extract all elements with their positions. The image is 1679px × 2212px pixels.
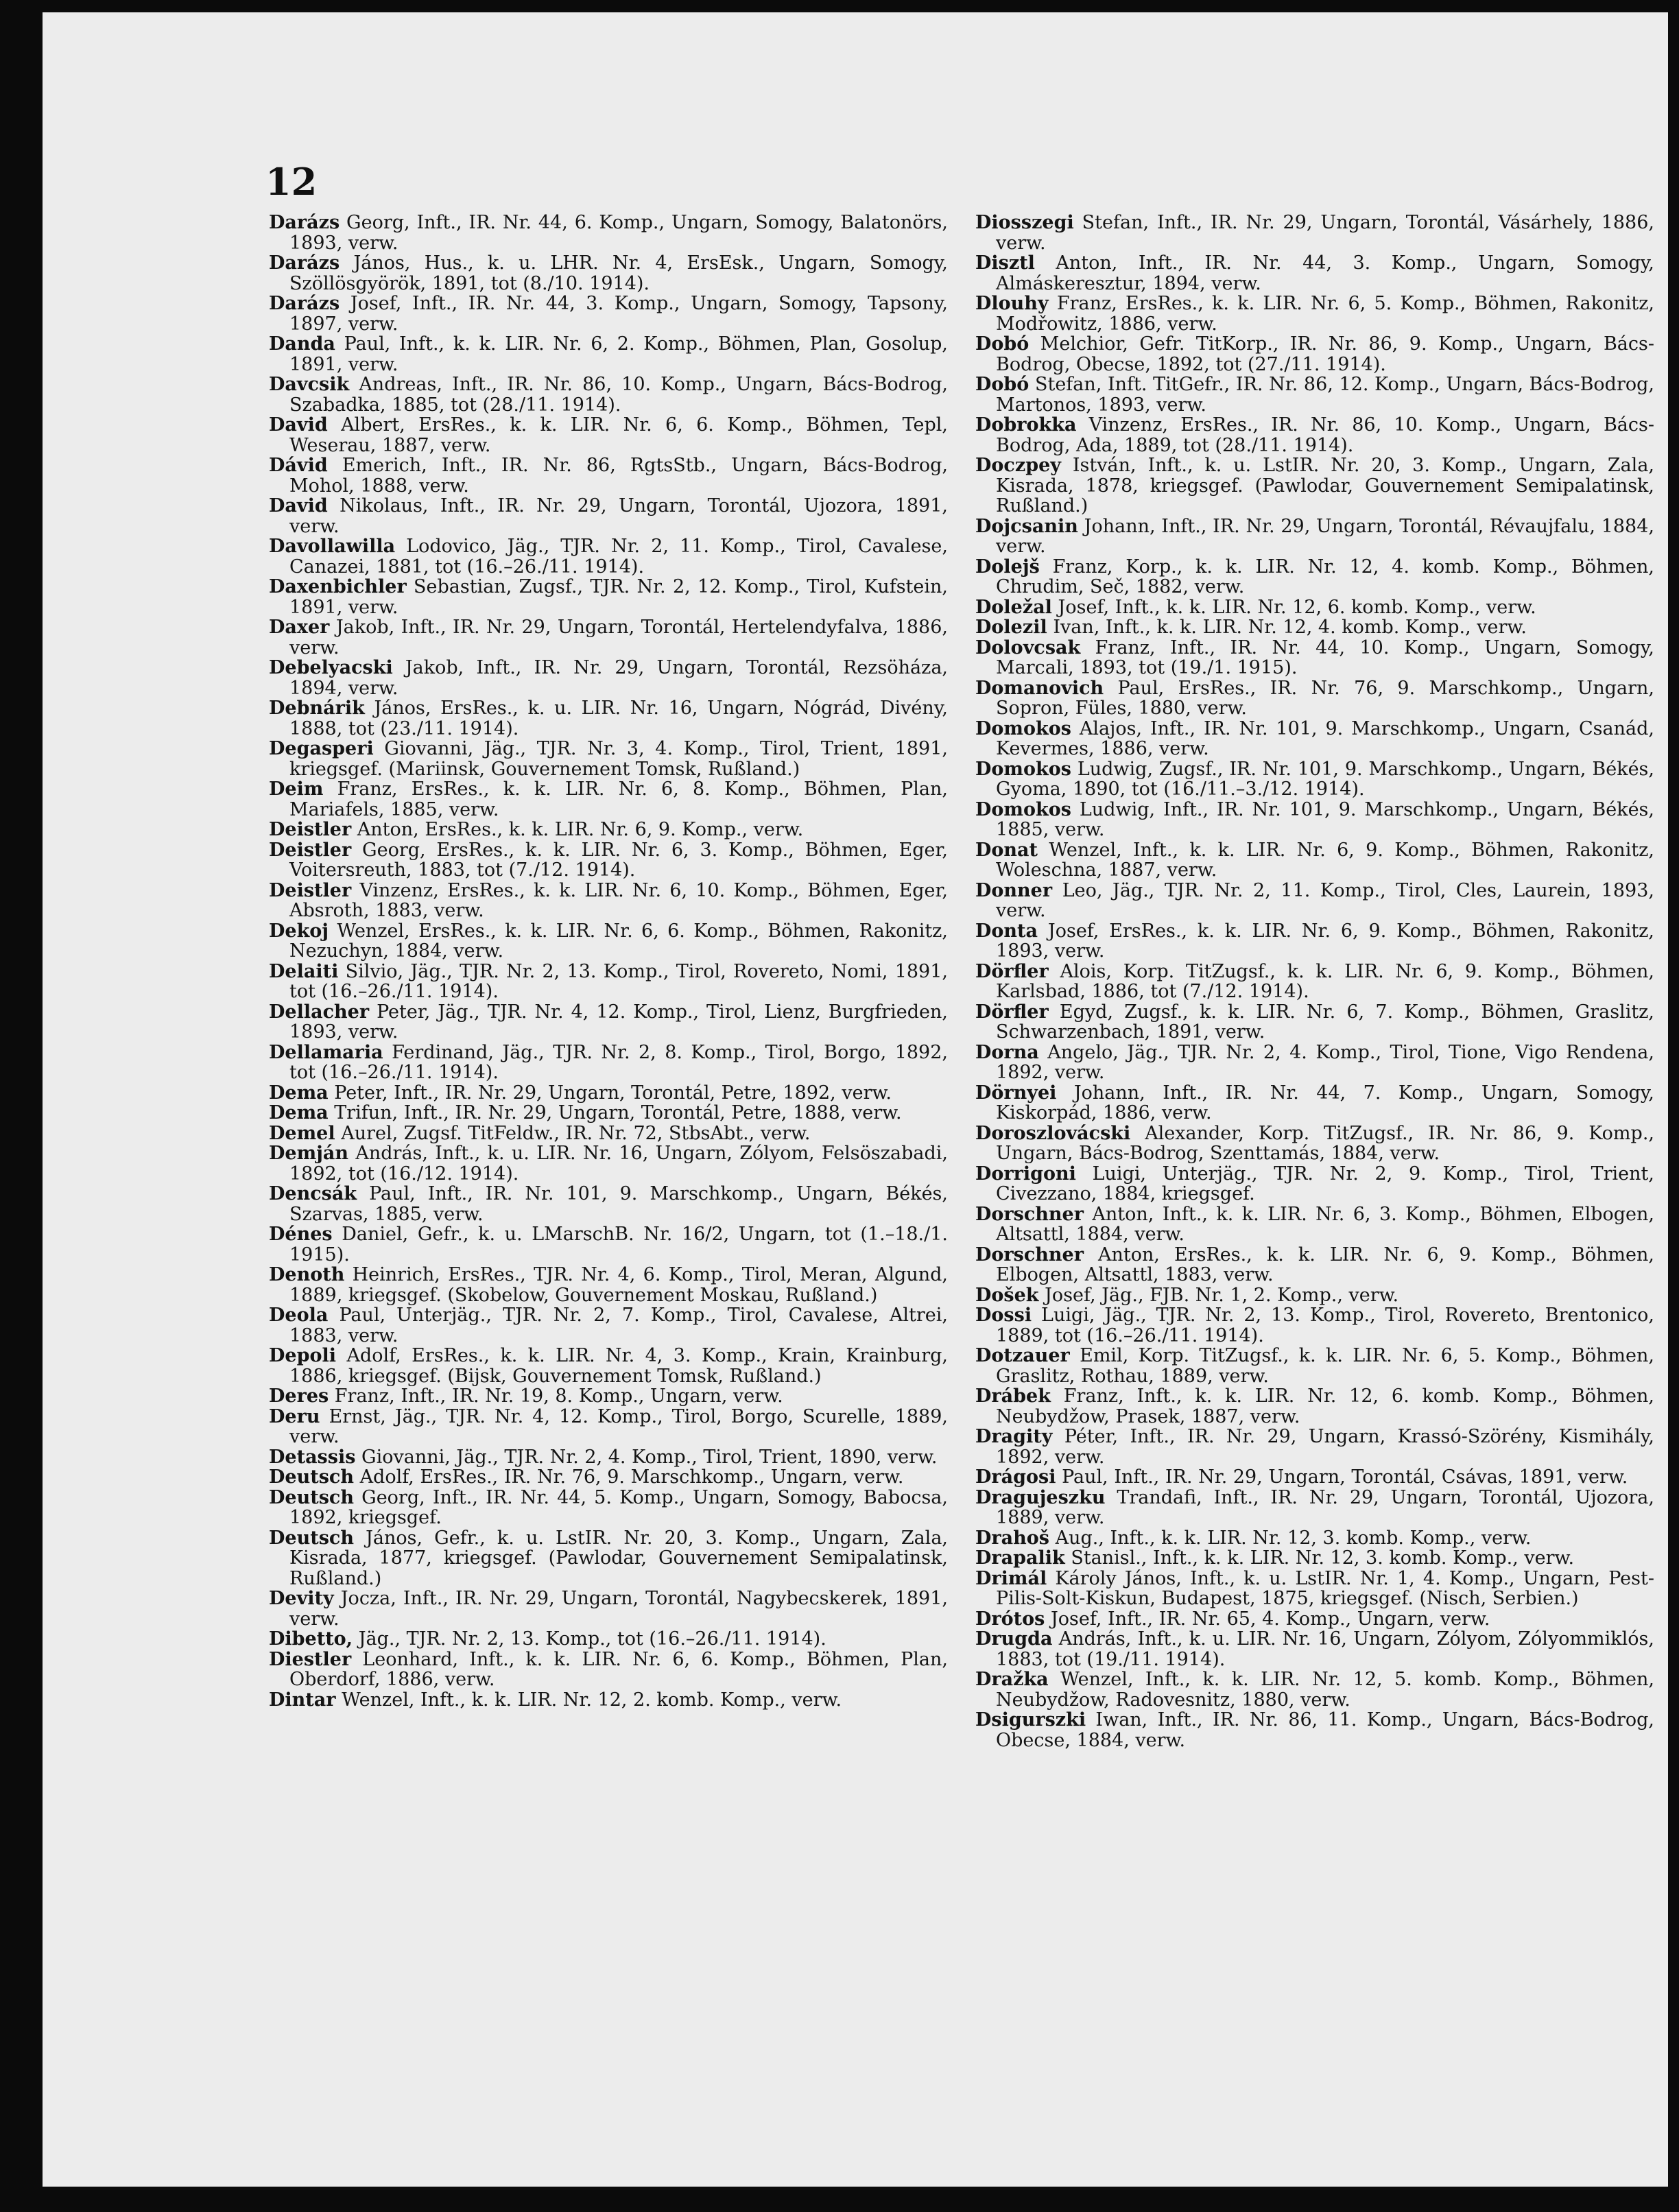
- register-entry: [269, 1103, 948, 1123]
- register-entry: [269, 374, 948, 415]
- register-entry: [975, 253, 1654, 294]
- register-entry: [975, 1245, 1654, 1285]
- entry-details: Vinzenz, ErsRes., IR. Nr. 86, 10. Komp., Ungarn, Bács-Bodrog, Ada, 1889, tot (28./11. 1914).: [996, 414, 1654, 456]
- entry-details: Stanisl., Inft., k. k. LIR. Nr. 12, 3. komb. Komp., verw.: [1071, 1547, 1575, 1569]
- entry-surname: Diestler: [269, 1648, 352, 1670]
- entry-details: Giovanni, Jäg., TJR. Nr. 3, 4. Komp., Tirol, Trient, 1891, kriegsgef. (Mariinsk, Gouvernement Tomsk, Rußland.): [289, 738, 948, 780]
- register-entry: [975, 1528, 1654, 1549]
- entry-details: Ivan, Inft., k. k. LIR. Nr. 12, 4. komb. Komp., verw.: [1053, 617, 1527, 638]
- entry-details: Paul, Inft., IR. Nr. 101, 9. Marschkomp., Ungarn, Békés, Szarvas, 1885, verw.: [289, 1183, 948, 1225]
- entry-details: János, ErsRes., k. u. LIR. Nr. 16, Ungarn, Nógrád, Divény, 1888, tot (23./11. 1914).: [289, 698, 948, 739]
- register-entry: [269, 1002, 948, 1043]
- entry-details: Angelo, Jäg., TJR. Nr. 2, 4. Komp., Tirol, Tione, Vigo Rendena, 1892, verw.: [996, 1041, 1654, 1083]
- entry-surname: Dörfler: [975, 1001, 1049, 1023]
- entry-surname: Deim: [269, 778, 324, 800]
- entry-details: Franz, ErsRes., k. k. LIR. Nr. 6, 5. Komp., Böhmen, Rakonitz, Modřowitz, 1886, verw.: [996, 293, 1654, 335]
- register-entry: [269, 739, 948, 779]
- register-entry: [975, 455, 1654, 516]
- entry-details: Johann, Inft., IR. Nr. 29, Ungarn, Torontál, Révaujfalu, 1884, verw.: [996, 515, 1654, 557]
- register-entry: [269, 1143, 948, 1184]
- entry-details: Georg, Inft., IR. Nr. 44, 6. Komp., Ungarn, Somogy, Balatonörs, 1893, verw.: [289, 212, 948, 254]
- register-entry: [975, 1043, 1654, 1083]
- register-entry: [975, 1488, 1654, 1528]
- entry-details: Ludwig, Zugsf., IR. Nr. 101, 9. Marschkomp., Ungarn, Békés, Gyoma, 1890, tot (16./11.–3./12. 1914).: [996, 758, 1654, 800]
- entry-surname: Detassis: [269, 1446, 356, 1468]
- register-entry: [975, 294, 1654, 334]
- entry-details: Emil, Korp. TitZugsf., k. k. LIR. Nr. 6, 5. Komp., Böhmen, Graslitz, Rothau, 1889, verw.: [996, 1345, 1654, 1387]
- entry-surname: Demján: [269, 1143, 349, 1164]
- entry-surname: Dražka: [975, 1669, 1049, 1690]
- register-entry: [269, 1123, 948, 1144]
- entry-details: Emerich, Inft., IR. Nr. 86, RgtsStb., Ungarn, Bács-Bodrog, Mohol, 1888, verw.: [289, 455, 948, 497]
- register-entry: [975, 1669, 1654, 1710]
- entry-details: Stefan, Inft., IR. Nr. 29, Ungarn, Torontál, Vásárhely, 1886, verw.: [996, 212, 1654, 254]
- entry-surname: Drimál: [975, 1567, 1047, 1589]
- register-entry: [269, 253, 948, 294]
- entry-details: Melchior, Gefr. TitKorp., IR. Nr. 86, 9. Komp., Ungarn, Bács-Bodrog, Obecse, 1892, tot (27./11. 1914).: [996, 333, 1654, 375]
- entry-details: András, Inft., k. u. LIR. Nr. 16, Ungarn, Zólyom, Zólyommiklós, 1883, tot (19./11. 1914).: [996, 1628, 1654, 1670]
- entry-surname: Daxer: [269, 617, 330, 638]
- register-entry: [269, 658, 948, 698]
- entry-surname: Davollawilla: [269, 536, 396, 557]
- register-entry: [975, 840, 1654, 881]
- entry-details: Georg, Inft., IR. Nr. 44, 5. Komp., Ungarn, Somogy, Babocsa, 1892, kriegsgef.: [289, 1486, 948, 1528]
- register-entry: [269, 1467, 948, 1488]
- entry-surname: Dellacher: [269, 1001, 370, 1023]
- register-entry: [975, 1609, 1654, 1630]
- entry-surname: Donta: [975, 920, 1038, 942]
- register-entry: [269, 1589, 948, 1629]
- entry-details: Daniel, Gefr., k. u. LMarschB. Nr. 16/2, Ungarn, tot (1.–18./1. 1915).: [289, 1224, 948, 1265]
- register-entry: [269, 1305, 948, 1346]
- entry-surname: Donat: [975, 839, 1038, 861]
- register-entry: [269, 1224, 948, 1265]
- entry-surname: Denoth: [269, 1264, 345, 1285]
- entry-surname: Dencsák: [269, 1183, 357, 1204]
- entry-details: Stefan, Inft. TitGefr., IR. Nr. 86, 12. Komp., Ungarn, Bács-Bodrog, Martonos, 1893, verw.: [996, 374, 1654, 416]
- entry-surname: Deistler: [269, 839, 352, 861]
- register-entry: [975, 1629, 1654, 1669]
- entry-details: Trifun, Inft., IR. Nr. 29, Ungarn, Torontál, Petre, 1888, verw.: [334, 1102, 902, 1123]
- entry-surname: Dorrigoni: [975, 1163, 1076, 1185]
- register-entry: [269, 881, 948, 921]
- entry-details: Wenzel, Inft., k. k. LIR. Nr. 6, 9. Komp., Böhmen, Rakonitz, Woleschna, 1887, verw.: [996, 839, 1654, 881]
- entry-details: Luigi, Unterjäg., TJR. Nr. 2, 9. Komp., Tirol, Trient, Civezzano, 1884, kriegsgef.: [996, 1163, 1654, 1204]
- register-entry: [269, 779, 948, 820]
- entry-surname: Dellamaria: [269, 1041, 383, 1063]
- register-entry: [269, 455, 948, 496]
- entry-details: Franz, Inft., IR. Nr. 19, 8. Komp., Ungarn, verw.: [334, 1386, 783, 1407]
- register-entry: [975, 638, 1654, 678]
- entry-details: János, Hus., k. u. LHR. Nr. 4, ErsEsk., Ungarn, Somogy, Szöllösgyörök, 1891, tot (8./10. 1914).: [289, 252, 948, 294]
- entry-surname: Deru: [269, 1405, 320, 1427]
- entry-surname: Došek: [975, 1284, 1039, 1306]
- register-entry: [269, 820, 948, 840]
- entry-surname: Dorschner: [975, 1244, 1084, 1265]
- entry-details: Anton, ErsRes., k. k. LIR. Nr. 6, 9. Komp., Böhmen, Elbogen, Altsattl, 1883, verw.: [996, 1244, 1654, 1285]
- register-entry: [269, 213, 948, 253]
- entry-surname: Dorna: [975, 1041, 1039, 1063]
- entry-details: Aurel, Zugsf. TitFeldw., IR. Nr. 72, StbsAbt., verw.: [341, 1122, 811, 1144]
- entry-surname: Deola: [269, 1305, 329, 1326]
- register-entry: [269, 840, 948, 881]
- entry-surname: Dolezil: [975, 617, 1047, 638]
- entry-details: Vinzenz, ErsRes., k. k. LIR. Nr. 6, 10. Komp., Böhmen, Eger, Absroth, 1883, verw.: [289, 879, 948, 921]
- entry-surname: Drapalik: [975, 1547, 1065, 1569]
- register-entry: [269, 496, 948, 536]
- entry-surname: Dobó: [975, 333, 1029, 355]
- entry-surname: Doroszlovácski: [975, 1122, 1131, 1144]
- entry-details: Alois, Korp. TitZugsf., k. k. LIR. Nr. 6, 9. Komp., Böhmen, Karlsbad, 1886, tot (7./12. 1914).: [996, 960, 1654, 1002]
- entry-surname: Devity: [269, 1588, 334, 1609]
- entry-details: Georg, ErsRes., k. k. LIR. Nr. 6, 3. Komp., Böhmen, Eger, Voitersreuth, 1883, tot (7./12. 1914).: [289, 839, 948, 881]
- entry-surname: Dojcsanin: [975, 515, 1078, 537]
- entry-details: Paul, Inft., IR. Nr. 29, Ungarn, Torontál, Csávas, 1891, verw.: [1062, 1466, 1628, 1488]
- register-entry: [975, 1204, 1654, 1245]
- register-entry: [975, 334, 1654, 374]
- entry-surname: Domokos: [975, 717, 1071, 739]
- register-entry: [269, 921, 948, 962]
- entry-details: Iwan, Inft., IR. Nr. 86, 11. Komp., Ungarn, Bács-Bodrog, Obecse, 1884, verw.: [996, 1709, 1654, 1751]
- entry-details: Alexander, Korp. TitZugsf., IR. Nr. 86, 9. Komp., Ungarn, Bács-Bodrog, Szenttamás, 1884, verw.: [996, 1122, 1654, 1164]
- entry-surname: Dossi: [975, 1305, 1032, 1326]
- entry-details: István, Inft., k. u. LstIR. Nr. 20, 3. Komp., Ungarn, Zala, Kisrada, 1878, kriegsgef. (Pawlodar, Gouvernement Semipalatinsk, Rußland.): [996, 455, 1654, 516]
- register-entry: [269, 1265, 948, 1305]
- entry-surname: David: [269, 495, 328, 516]
- right-column: [975, 213, 1654, 1750]
- entry-surname: Donner: [975, 879, 1053, 901]
- register-entry: [975, 213, 1654, 253]
- entry-details: Egyd, Zugsf., k. k. LIR. Nr. 6, 7. Komp., Böhmen, Graslitz, Schwarzenbach, 1891, verw.: [996, 1001, 1654, 1043]
- register-entry: [269, 1184, 948, 1224]
- register-entry: [269, 1629, 948, 1650]
- entry-surname: Diosszegi: [975, 212, 1074, 233]
- entry-details: Peter, Inft., IR. Nr. 29, Ungarn, Torontál, Petre, 1892, verw.: [334, 1082, 892, 1104]
- register-entry: [269, 617, 948, 658]
- register-entry: [269, 1346, 948, 1386]
- entry-surname: Degasperi: [269, 738, 374, 759]
- entry-surname: Dragujeszku: [975, 1486, 1106, 1508]
- entry-details: Alajos, Inft., IR. Nr. 101, 9. Marschkomp., Ungarn, Csanád, Kevermes, 1886, verw.: [996, 717, 1654, 759]
- register-entry: [975, 1427, 1654, 1467]
- register-entry: [975, 759, 1654, 800]
- entry-details: János, Gefr., k. u. LstIR. Nr. 20, 3. Komp., Ungarn, Zala, Kisrada, 1877, kriegsgef. (Pawlodar, Gouvernement Semipalatinsk, Rußland.): [289, 1527, 948, 1589]
- entry-surname: Dsigurszki: [975, 1709, 1086, 1731]
- entry-surname: Domokos: [975, 758, 1071, 780]
- entry-details: Josef, Inft., IR. Nr. 44, 3. Komp., Ungarn, Somogy, Tapsony, 1897, verw.: [289, 293, 948, 335]
- entry-surname: Dolovcsak: [975, 637, 1081, 658]
- entry-surname: Delaiti: [269, 960, 339, 982]
- entry-surname: Dobó: [975, 374, 1029, 395]
- register-entry: [975, 1346, 1654, 1386]
- entry-surname: Deres: [269, 1386, 329, 1407]
- entry-details: Jocza, Inft., IR. Nr. 29, Ungarn, Torontál, Nagybecskerek, 1891, verw.: [289, 1588, 948, 1630]
- entry-details: Leo, Jäg., TJR. Nr. 2, 11. Komp., Tirol, Cles, Laurein, 1893, verw.: [996, 879, 1654, 921]
- register-entry: [975, 1123, 1654, 1164]
- register-entry: [975, 617, 1654, 638]
- entry-surname: Dörfler: [975, 960, 1049, 982]
- entry-details: Giovanni, Jäg., TJR. Nr. 2, 4. Komp., Tirol, Trient, 1890, verw.: [361, 1446, 938, 1468]
- register-entry: [975, 597, 1654, 618]
- entry-details: Sebastian, Zugsf., TJR. Nr. 2, 12. Komp., Tirol, Kufstein, 1891, verw.: [289, 576, 948, 618]
- entry-details: Heinrich, ErsRes., TJR. Nr. 4, 6. Komp., Tirol, Meran, Algund, 1889, kriegsgef. (Skobelow, Gouvernement Moskau, Rußland.): [289, 1264, 948, 1306]
- register-entry: [975, 1548, 1654, 1569]
- entry-surname: Dobrokka: [975, 414, 1077, 436]
- entry-details: Franz, Inft., k. k. LIR. Nr. 12, 6. komb. Komp., Böhmen, Neubydžow, Prasek, 1887, verw.: [996, 1386, 1654, 1427]
- entry-details: Paul, ErsRes., IR. Nr. 76, 9. Marschkomp., Ungarn, Sopron, Füles, 1880, verw.: [996, 677, 1654, 719]
- entry-details: Károly János, Inft., k. u. LstIR. Nr. 1, 4. Komp., Ungarn, Pest-Pilis-Solt-Kiskun, Budapest, 1875, kriegsgef. (Nisch, Serbien.): [996, 1567, 1654, 1609]
- entry-surname: Daxenbichler: [269, 576, 407, 597]
- register-entry: [975, 921, 1654, 962]
- register-entry: [269, 698, 948, 739]
- register-entry: [975, 719, 1654, 759]
- entry-surname: Domokos: [975, 798, 1071, 820]
- register-entry: [269, 1407, 948, 1447]
- entry-details: Andreas, Inft., IR. Nr. 86, 10. Komp., Ungarn, Bács-Bodrog, Szabadka, 1885, tot (28./11. 1914).: [289, 374, 948, 416]
- entry-surname: Darázs: [269, 252, 340, 274]
- entry-surname: Dotzauer: [975, 1345, 1070, 1366]
- register-entry: [269, 294, 948, 334]
- entry-details: Lodovico, Jäg., TJR. Nr. 2, 11. Komp., Tirol, Cavalese, Canazei, 1881, tot (16.–26./11. 1914).: [289, 536, 948, 578]
- register-entry: [975, 881, 1654, 921]
- register-entry: [269, 962, 948, 1002]
- register-entry: [975, 1285, 1654, 1306]
- entry-details: Josef, Jäg., FJB. Nr. 1, 2. Komp., verw.: [1045, 1284, 1399, 1306]
- entry-surname: Doczpey: [975, 455, 1061, 476]
- register-entry: [975, 678, 1654, 719]
- entry-surname: Darázs: [269, 212, 340, 233]
- entry-details: Peter, Jäg., TJR. Nr. 4, 12. Komp., Tirol, Lienz, Burgfrieden, 1893, verw.: [289, 1001, 948, 1043]
- entry-details: Adolf, ErsRes., IR. Nr. 76, 9. Marschkomp., Ungarn, verw.: [359, 1466, 904, 1488]
- entry-details: Wenzel, ErsRes., k. k. LIR. Nr. 6, 6. Komp., Böhmen, Rakonitz, Nezuchyn, 1884, verw.: [289, 920, 948, 962]
- entry-details: Anton, ErsRes., k. k. LIR. Nr. 6, 9. Komp., verw.: [357, 819, 804, 840]
- entry-details: Franz, Inft., IR. Nr. 44, 10. Komp., Ungarn, Somogy, Marcali, 1893, tot (19./1. 1915).: [996, 637, 1654, 678]
- page-number: 12: [265, 160, 318, 204]
- entry-surname: Dénes: [269, 1224, 333, 1245]
- entry-surname: Drótos: [975, 1608, 1045, 1630]
- register-entry: [975, 800, 1654, 840]
- entry-details: Josef, Inft., IR. Nr. 65, 4. Komp., Ungarn, verw.: [1050, 1608, 1490, 1630]
- register-entry: [269, 1650, 948, 1690]
- entry-details: Jakob, Inft., IR. Nr. 29, Ungarn, Torontál, Rezsöháza, 1894, verw.: [289, 657, 948, 699]
- entry-details: Silvio, Jäg., TJR. Nr. 2, 13. Komp., Tirol, Rovereto, Nomi, 1891, tot (16.–26./11. 1914).: [289, 960, 948, 1002]
- entry-details: Anton, Inft., k. k. LIR. Nr. 6, 3. Komp., Böhmen, Elbogen, Altsattl, 1884, verw.: [996, 1203, 1654, 1245]
- entry-surname: David: [269, 414, 328, 436]
- entry-details: Jakob, Inft., IR. Nr. 29, Ungarn, Torontál, Hertelendyfalva, 1886, verw.: [289, 617, 948, 658]
- entry-surname: Dlouhy: [975, 293, 1049, 314]
- register-entry: [975, 1083, 1654, 1123]
- entry-details: Albert, ErsRes., k. k. LIR. Nr. 6, 6. Komp., Böhmen, Tepl, Weserau, 1887, verw.: [289, 414, 948, 456]
- register-entry: [269, 1043, 948, 1083]
- entry-details: Péter, Inft., IR. Nr. 29, Ungarn, Krassó-Szörény, Kismihály, 1892, verw.: [996, 1426, 1654, 1468]
- register-entry: [269, 577, 948, 617]
- left-column: [269, 213, 948, 1710]
- entry-details: Paul, Inft., k. k. LIR. Nr. 6, 2. Komp., Böhmen, Plan, Gosolup, 1891, verw.: [289, 333, 948, 375]
- register-entry: [975, 1002, 1654, 1043]
- register-entry: [269, 1528, 948, 1589]
- entry-surname: Dolejš: [975, 556, 1040, 578]
- register-entry: [975, 1569, 1654, 1609]
- entry-surname: Deutsch: [269, 1466, 354, 1488]
- register-entry: [975, 415, 1654, 455]
- entry-surname: Dörnyei: [975, 1082, 1057, 1104]
- register-entry: [269, 1386, 948, 1407]
- entry-surname: Demel: [269, 1122, 335, 1144]
- document-page: [43, 12, 1668, 2187]
- entry-surname: Deistler: [269, 819, 352, 840]
- register-entry: [269, 415, 948, 455]
- register-entry: [269, 1083, 948, 1104]
- entry-details: Nikolaus, Inft., IR. Nr. 29, Ungarn, Torontál, Ujozora, 1891, verw.: [289, 495, 948, 537]
- entry-surname: Debnárik: [269, 698, 365, 719]
- entry-details: Trandafi, Inft., IR. Nr. 29, Ungarn, Torontál, Ujozora, 1889, verw.: [996, 1486, 1654, 1528]
- entry-details: Franz, Korp., k. k. LIR. Nr. 12, 4. komb. Komp., Böhmen, Chrudim, Seč, 1882, verw.: [996, 556, 1654, 597]
- entry-details: Wenzel, Inft., k. k. LIR. Nr. 12, 5. komb. Komp., Böhmen, Neubydžow, Radovesnitz, 1880, verw.: [996, 1669, 1654, 1711]
- entry-surname: Dorschner: [975, 1203, 1084, 1225]
- entry-details: András, Inft., k. u. LIR. Nr. 16, Ungarn, Zólyom, Felsöszabadi, 1892, tot (16./12. 1914).: [289, 1143, 948, 1185]
- entry-details: Aug., Inft., k. k. LIR. Nr. 12, 3. komb. Komp., verw.: [1055, 1527, 1532, 1549]
- entry-surname: Domanovich: [975, 677, 1104, 699]
- entry-details: Adolf, ErsRes., k. k. LIR. Nr. 4, 3. Komp., Krain, Krainburg, 1886, kriegsgef. (Bijsk, Gouvernement Tomsk, Rußland.): [289, 1345, 949, 1387]
- entry-surname: Dibetto,: [269, 1628, 353, 1650]
- entry-surname: Dekoj: [269, 920, 329, 942]
- entry-surname: Doležal: [975, 596, 1052, 618]
- entry-surname: Davcsik: [269, 374, 350, 395]
- entry-surname: Danda: [269, 333, 335, 355]
- entry-details: Josef, Inft., k. k. LIR. Nr. 12, 6. komb. Komp., verw.: [1058, 596, 1536, 618]
- register-entry: [975, 962, 1654, 1002]
- register-entry: [975, 374, 1654, 415]
- entry-surname: Depoli: [269, 1345, 336, 1366]
- entry-surname: Drugda: [975, 1628, 1053, 1650]
- register-entry: [269, 536, 948, 577]
- entry-details: Wenzel, Inft., k. k. LIR. Nr. 12, 2. komb. Komp., verw.: [342, 1689, 842, 1711]
- entry-surname: Dávid: [269, 455, 328, 476]
- register-entry: [975, 1467, 1654, 1488]
- entry-surname: Darázs: [269, 293, 340, 314]
- register-entry: [269, 1690, 948, 1711]
- entry-details: Franz, ErsRes., k. k. LIR. Nr. 6, 8. Komp., Böhmen, Plan, Mariafels, 1885, verw.: [289, 778, 948, 820]
- entry-details: Jäg., TJR. Nr. 2, 13. Komp., tot (16.–26./11. 1914).: [358, 1628, 826, 1650]
- entry-details: Josef, ErsRes., k. k. LIR. Nr. 6, 9. Komp., Böhmen, Rakonitz, 1893, verw.: [996, 920, 1654, 962]
- register-entry: [269, 1447, 948, 1468]
- register-entry: [975, 1386, 1654, 1427]
- register-entry: [975, 1710, 1654, 1750]
- entry-details: Leonhard, Inft., k. k. LIR. Nr. 6, 6. Komp., Böhmen, Plan, Oberdorf, 1886, verw.: [289, 1648, 948, 1690]
- entry-surname: Deutsch: [269, 1486, 354, 1508]
- register-entry: [975, 516, 1654, 557]
- entry-surname: Disztl: [975, 252, 1035, 274]
- entry-details: Luigi, Jäg., TJR. Nr. 2, 13. Komp., Tirol, Rovereto, Brentonico, 1889, tot (16.–26./11. 1914).: [996, 1305, 1654, 1346]
- entry-surname: Deutsch: [269, 1527, 354, 1549]
- entry-details: Paul, Unterjäg., TJR. Nr. 2, 7. Komp., Tirol, Cavalese, Altrei, 1883, verw.: [289, 1305, 948, 1346]
- register-entry: [975, 1305, 1654, 1346]
- entry-surname: Drágosi: [975, 1466, 1056, 1488]
- entry-surname: Drábek: [975, 1386, 1051, 1407]
- entry-surname: Debelyacski: [269, 657, 393, 678]
- entry-details: Ferdinand, Jäg., TJR. Nr. 2, 8. Komp., Tirol, Borgo, 1892, tot (16.–26./11. 1914).: [289, 1041, 948, 1083]
- entry-surname: Drahoš: [975, 1527, 1049, 1549]
- register-entry: [269, 1488, 948, 1528]
- entry-details: Ernst, Jäg., TJR. Nr. 4, 12. Komp., Tirol, Borgo, Scurelle, 1889, verw.: [289, 1405, 948, 1447]
- entry-surname: Dema: [269, 1082, 329, 1104]
- entry-surname: Dintar: [269, 1689, 336, 1711]
- register-entry: [269, 334, 948, 374]
- register-entry: [975, 557, 1654, 597]
- entry-surname: Dragity: [975, 1426, 1053, 1447]
- entry-details: Johann, Inft., IR. Nr. 44, 7. Komp., Ungarn, Somogy, Kiskorpád, 1886, verw.: [996, 1082, 1654, 1123]
- entry-details: Anton, Inft., IR. Nr. 44, 3. Komp., Ungarn, Somogy, Almáskeresztur, 1894, verw.: [996, 252, 1654, 294]
- entry-surname: Dema: [269, 1102, 329, 1123]
- entry-surname: Deistler: [269, 879, 352, 901]
- entry-details: Ludwig, Inft., IR. Nr. 101, 9. Marschkomp., Ungarn, Békés, 1885, verw.: [996, 798, 1654, 840]
- register-entry: [975, 1164, 1654, 1204]
